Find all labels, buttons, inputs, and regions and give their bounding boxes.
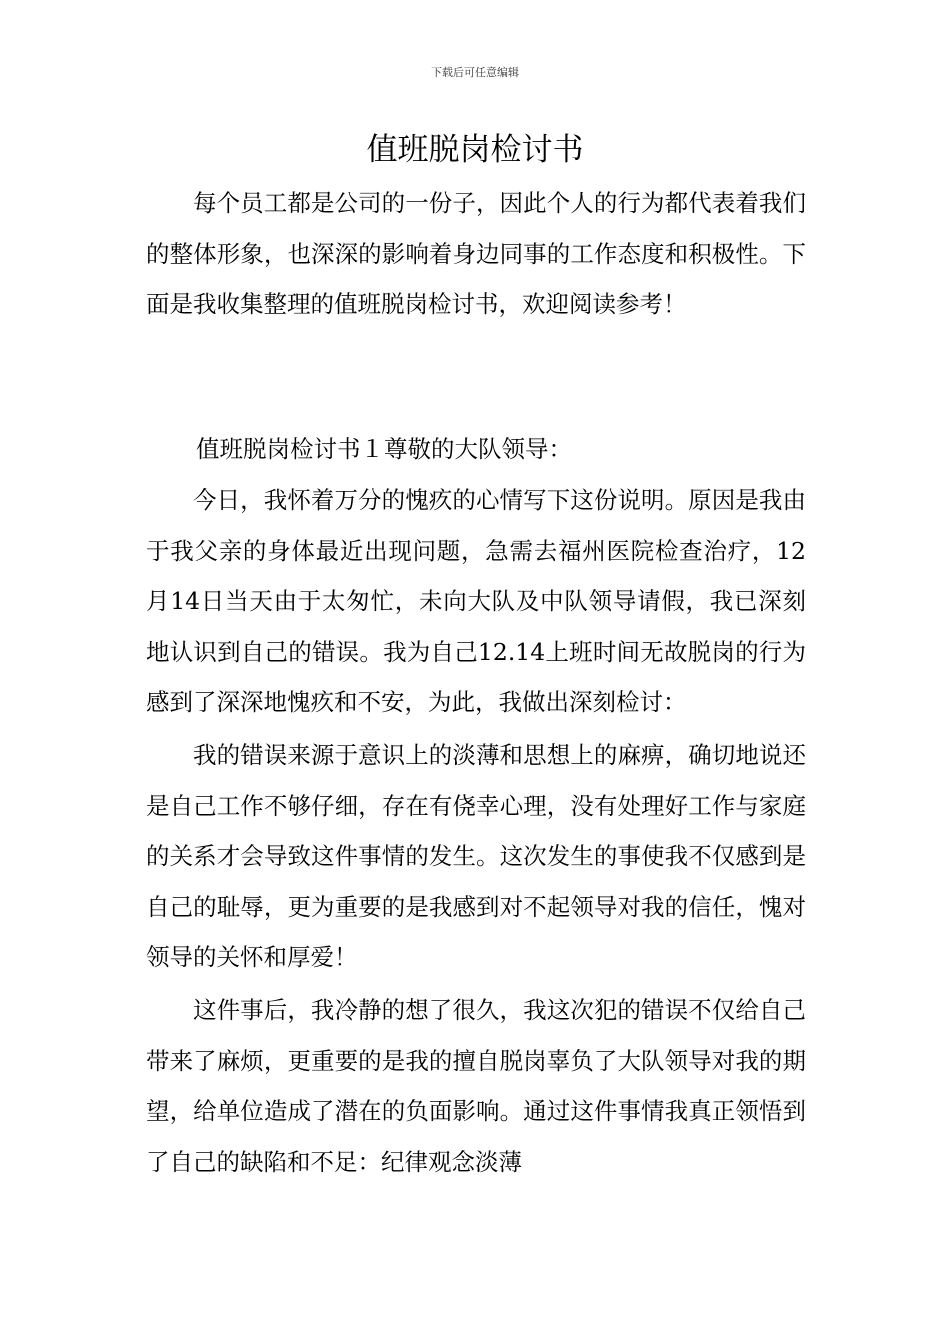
intro-block: [146, 178, 806, 330]
body-paragraph: 今日，我怀着万分的愧疚的心情写下这份说明。原因是我由于我父亲的身体最近出现问题，急需去福州医院检查治疗，12月14日当天由于太匆忙，未向大队及中队领导请假，我已深刻地认识到自己的错误。我为自己12.14上班时间无故脱岗的行为感到了深深地愧疚和不安，为此，我做出深刻检讨：: [146, 486, 806, 717]
body-paragraph: 我的错误来源于意识上的淡薄和思想上的麻痹，确切地说还是自己工作不够仔细，存在有侥幸心理，没有处理好工作与家庭的关系才会导致这件事情的发生。这次发生的事使我不仅感到是自己的耻辱，更为重要的是我感到对不起领导对我的信任，愧对领导的关怀和厚爱！: [146, 740, 806, 972]
document-title: 值班脱岗检讨书: [366, 132, 584, 168]
intro-paragraph: 每个员工都是公司的一份子，因此个人的行为都代表着我们的整体形象，也深深的影响着身边同事的工作态度和积极性。下面是我收集整理的值班脱岗检讨书，欢迎阅读参考！: [146, 189, 806, 319]
header-note: 下载后可任意编辑: [431, 66, 519, 79]
section-heading: 值班脱岗检讨书１尊敬的大队领导：: [196, 435, 572, 463]
body-paragraph: 这件事后，我冷静的想了很久，我这次犯的错误不仅给自己带来了麻烦，更重要的是我的擅自脱岗辜负了大队领导对我的期望，给单位造成了潜在的负面影响。通过这件事情我真正领悟到了自己的缺陷和不足：纪律观念淡薄: [146, 995, 806, 1176]
body-block: [146, 475, 806, 1187]
